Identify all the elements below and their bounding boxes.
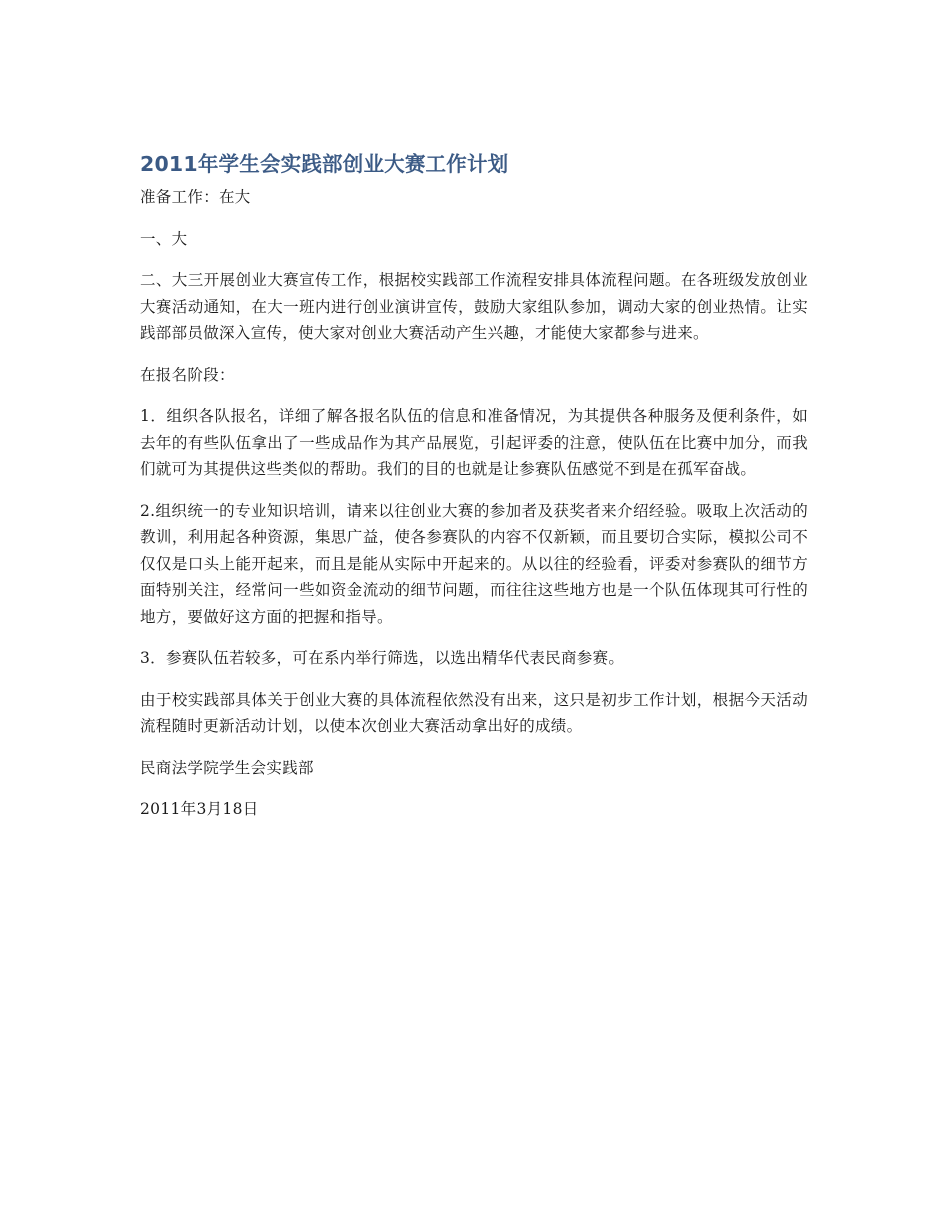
signature-date: 2011年3月18日 — [140, 800, 259, 818]
closing-paragraph: 由于校实践部具体关于创业大赛的具体流程依然没有出来，这只是初步工作计划，根据今天活动流程随时更新活动计划，以使本次创业大赛活动拿出好的成绩。 — [140, 690, 808, 735]
item-1-paragraph: 1．组织各队报名，详细了解各报名队伍的信息和准备情况，为其提供各种服务及便利条件，如去年的有些队伍拿出了一些成品作为其产品展览，引起评委的注意，使队伍在比赛中加分，而我们就可为其提供这些类似的帮助。我们的目的也就是让参赛队伍感觉不到是在孤军奋战。 — [140, 407, 808, 478]
document-page — [140, 148, 808, 838]
item-2-paragraph: 2.组织统一的专业知识培训，请来以往创业大赛的参加者及获奖者来介绍经验。吸取上次活动的教训，利用起各种资源，集思广益，使各参赛队的内容不仅新颖，而且要切合实际，模拟公司不仅仅是口头上能开起来，而且是能从实际中开起来的。从以往的经验看，评委对参赛队的细节方面特别关注，经常问一些如资金流动的细节问题，而往往这些地方也是一个队伍体现其可行性的地方，要做好这方面的把握和指导。 — [140, 501, 808, 626]
section-one-line: 一、大 — [140, 229, 188, 248]
registration-stage-heading: 在报名阶段： — [140, 365, 235, 384]
section-two-paragraph: 二、大三开展创业大赛宣传工作，根据校实践部工作流程安排具体流程问题。在各班级发放创业大赛活动通知，在大一班内进行创业演讲宣传，鼓励大家组队参加，调动大家的创业热情。让实践部部员做深入宣传，使大家对创业大赛活动产生兴趣，才能使大家都参与进来。 — [140, 271, 808, 342]
document-title: 2011年学生会实践部创业大赛工作计划 — [140, 152, 509, 176]
item-3-paragraph: 3．参赛队伍若较多，可在系内举行筛选，以选出精华代表民商参赛。 — [140, 649, 625, 667]
signature-organization: 民商法学院学生会实践部 — [140, 758, 314, 777]
prep-work-line: 准备工作：在大 — [140, 188, 251, 206]
